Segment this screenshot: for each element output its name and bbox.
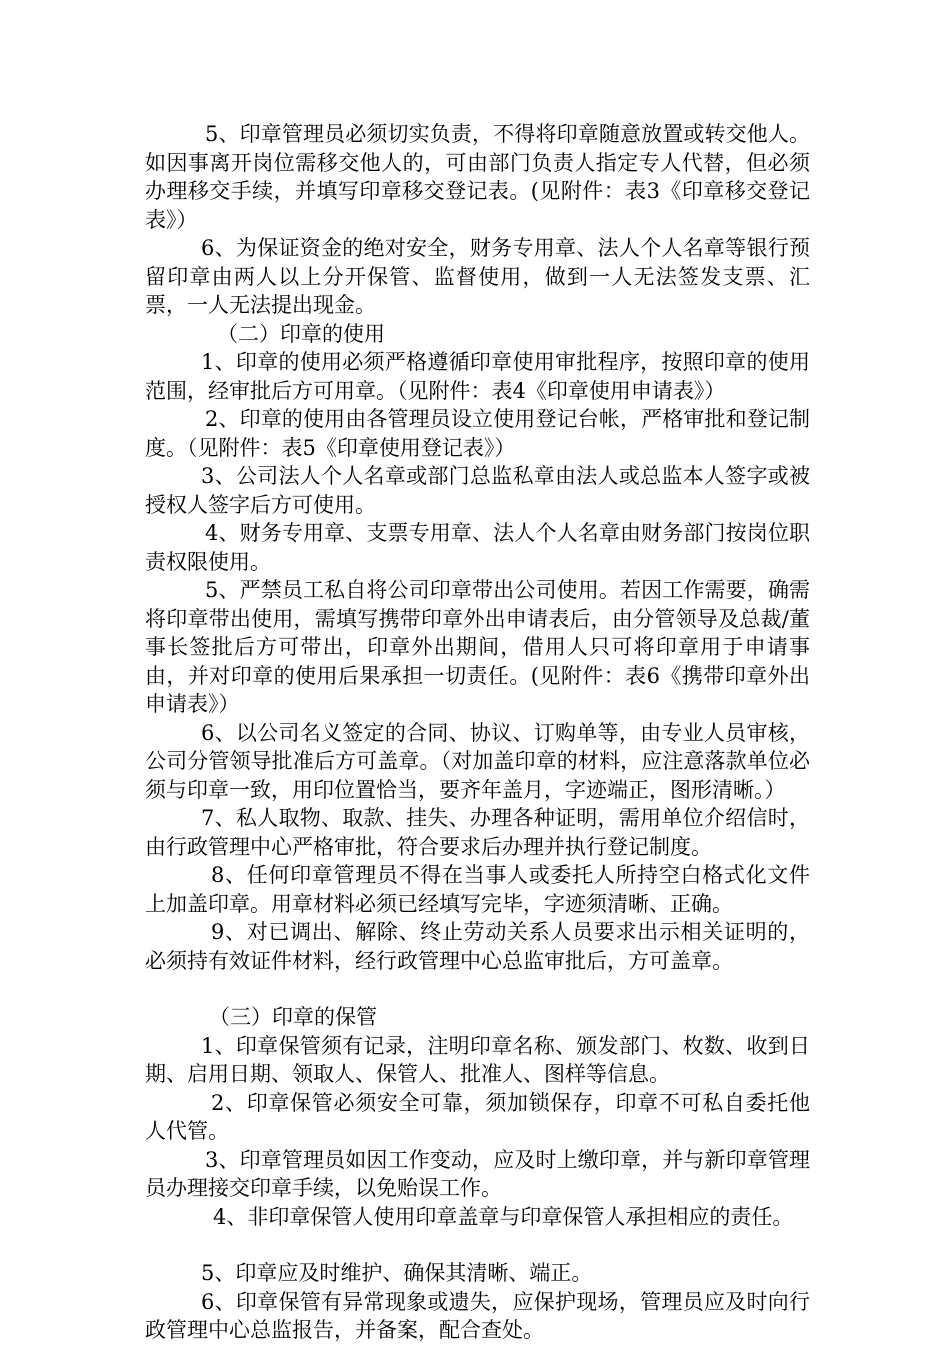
usage-item-5: 5、严禁员工私自将公司印章带出公司使用。若因工作需要，确需将印章带出使用，需填写携带印章外出申请表后，由分管领导及总裁/董事长签批后方可带出，印章外出期间，借用人只可将印章用于申请事由，并对印章的使用后果承担一切责任。(见附件：表6《携带印章外出申请表》） [145, 578, 810, 716]
usage-item-8: 8、任何印章管理员不得在当事人或委托人所持空白格式化文件上加盖印章。用章材料必须已经填写完毕，字迹须清晰、正确。 [145, 863, 810, 916]
custody-item-1: 1、印章保管须有记录，注明印章名称、颁发部门、枚数、收到日期、启用日期、领取人、保管人、批准人、图样等信息。 [145, 1033, 810, 1086]
paragraph-fund-security: 6、为保证资金的绝对安全，财务专用章、法人个人名章等银行预留印章由两人以上分开保管、监督使用，做到一人无法签发支票、汇票，一人无法提出现金。 [145, 236, 810, 317]
blank-line [145, 975, 810, 1003]
paragraph-seal-keeper-duty: 5、印章管理员必须切实负责，不得将印章随意放置或转交他人。如因事离开岗位需移交他人的，可由部门负责人指定专人代替，但必须办理移交手续，并填写印章移交登记表。(见附件：表3《印章移交登记表》） [145, 122, 810, 232]
usage-item-3: 3、公司法人个人名章或部门总监私章由法人或总监本人签字或被授权人签字后方可使用。 [145, 464, 810, 517]
custody-item-2: 2、印章保管必须安全可靠，须加锁保存，印章不可私自委托他人代管。 [145, 1090, 810, 1143]
usage-item-6: 6、以公司名义签定的合同、协议、订购单等，由专业人员审核，公司分管领导批准后方可盖章。（对加盖印章的材料，应注意落款单位必须与印章一致，用印位置恰当，要齐年盖月，字迹端正，图形清晰。） [145, 720, 810, 802]
usage-item-1: 1、印章的使用必须严格遵循印章使用审批程序，按照印章的使用范围，经审批后方可用章。（见附件：表4《印章使用申请表》） [145, 350, 810, 403]
section-title-seal-custody: （三）印章的保管 [209, 1005, 377, 1029]
custody-item-3: 3、印章管理员如因工作变动，应及时上缴印章，并与新印章管理员办理接交印章手续，以免贻误工作。 [145, 1147, 810, 1200]
custody-item-5: 5、印章应及时维护、确保其清晰、端正。 [201, 1261, 593, 1285]
section-title-seal-usage: （二）印章的使用 [217, 321, 385, 346]
usage-item-9: 9、对已调出、解除、终止劳动关系人员要求出示相关证明的，必须持有效证件材料，经行政管理中心总监审批后，方可盖章。 [145, 920, 810, 973]
usage-item-4: 4、财务专用章、支票专用章、法人个人名章由财务部门按岗位职责权限使用。 [145, 521, 810, 574]
custody-item-4: 4、非印章保管人使用印章盖章与印章保管人承担相应的责任。 [213, 1204, 794, 1229]
document-body [145, 120, 810, 1345]
blank-line [145, 1231, 810, 1259]
usage-item-7: 7、私人取物、取款、挂失、办理各种证明，需用单位介绍信时，由行政管理中心严格审批，符合要求后办理并执行登记制度。 [145, 806, 810, 859]
custody-item-6: 6、印章保管有异常现象或遗失，应保护现场，管理员应及时向行政管理中心总监报告，并备案，配合查处。 [145, 1289, 810, 1342]
usage-item-2: 2、印章的使用由各管理员设立使用登记台帐，严格审批和登记制度。（见附件：表5《印章使用登记表》） [145, 407, 810, 460]
